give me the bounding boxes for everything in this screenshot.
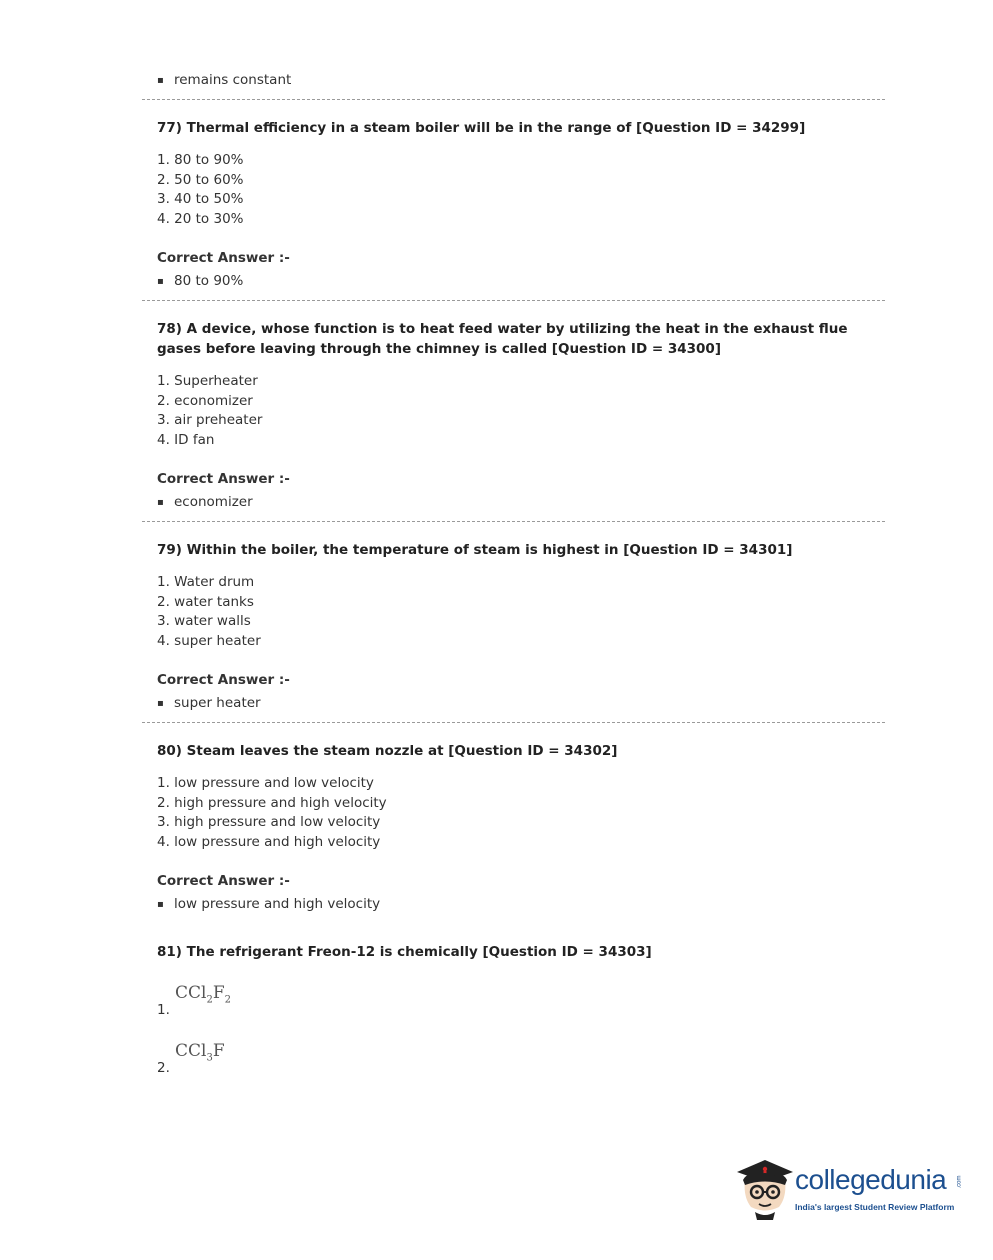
mascot-icon [735, 1152, 795, 1222]
question-79-options [157, 573, 261, 651]
question-78-options [157, 372, 262, 450]
brand-suffix: .com [956, 1175, 963, 1189]
option: 4. low pressure and high velocity [157, 833, 381, 850]
separator [142, 99, 885, 100]
option: 4. ID fan [157, 431, 215, 448]
question-77-options [157, 151, 244, 229]
previous-answer: ▪ remains constant [157, 72, 291, 88]
option: 4. super heater [157, 632, 261, 649]
option: 1. Water drum [157, 574, 255, 590]
question-77-text: 77) Thermal efficiency in a steam boiler will be in the range of [Question ID = 34299] [157, 120, 806, 136]
brand-tagline: India's largest Student Review Platform [795, 1202, 955, 1212]
option: 3. water walls [157, 613, 251, 629]
option: 1. Superheater [157, 373, 258, 389]
option: 1. 80 to 90% [157, 152, 244, 168]
option-number: 1. [157, 1002, 170, 1018]
question-80-options [157, 774, 387, 852]
correct-answer-label: Correct Answer :- [157, 672, 290, 688]
separator [142, 521, 885, 522]
option: 3. 40 to 50% [157, 191, 244, 207]
correct-answer-value: ▪ economizer [157, 494, 253, 510]
correct-answer-value: ▪ super heater [157, 695, 261, 711]
correct-answer-label: Correct Answer :- [157, 873, 290, 889]
question-80-text: 80) Steam leaves the steam nozzle at [Question ID = 34302] [157, 743, 618, 759]
collegedunia-logo [735, 1152, 963, 1222]
formula-option-1: $CCl_2F_2$ [175, 983, 231, 1006]
option: 3. high pressure and low velocity [157, 814, 381, 830]
question-81-text: 81) The refrigerant Freon-12 is chemically [Question ID = 34303] [157, 944, 652, 960]
option: 1. low pressure and low velocity [157, 775, 374, 791]
question-78-text: 78) A device, whose function is to heat feed water by utilizing the heat in the exhaust flue gases before leaving through the chimney is called [Question ID = 34300] [157, 321, 848, 357]
correct-answer-label: Correct Answer :- [157, 471, 290, 487]
option: 3. air preheater [157, 412, 263, 428]
separator [142, 722, 885, 723]
formula-option-2: CCl$_3$F [175, 1041, 225, 1064]
separator [142, 300, 885, 301]
correct-answer-label: Correct Answer :- [157, 250, 290, 266]
option: 4. 20 to 30% [157, 210, 244, 227]
correct-answer-value: ▪ 80 to 90% [157, 273, 243, 289]
brand-name: collegedunia [795, 1164, 947, 1195]
option: 2. economizer [157, 392, 253, 409]
question-79-text: 79) Within the boiler, the temperature of steam is highest in [Question ID = 34301] [157, 542, 793, 558]
option: 2. water tanks [157, 593, 254, 610]
option-number: 2. [157, 1060, 170, 1076]
option: 2. 50 to 60% [157, 171, 244, 188]
option: 2. high pressure and high velocity [157, 794, 387, 811]
correct-answer-value: ▪ low pressure and high velocity [157, 896, 380, 912]
